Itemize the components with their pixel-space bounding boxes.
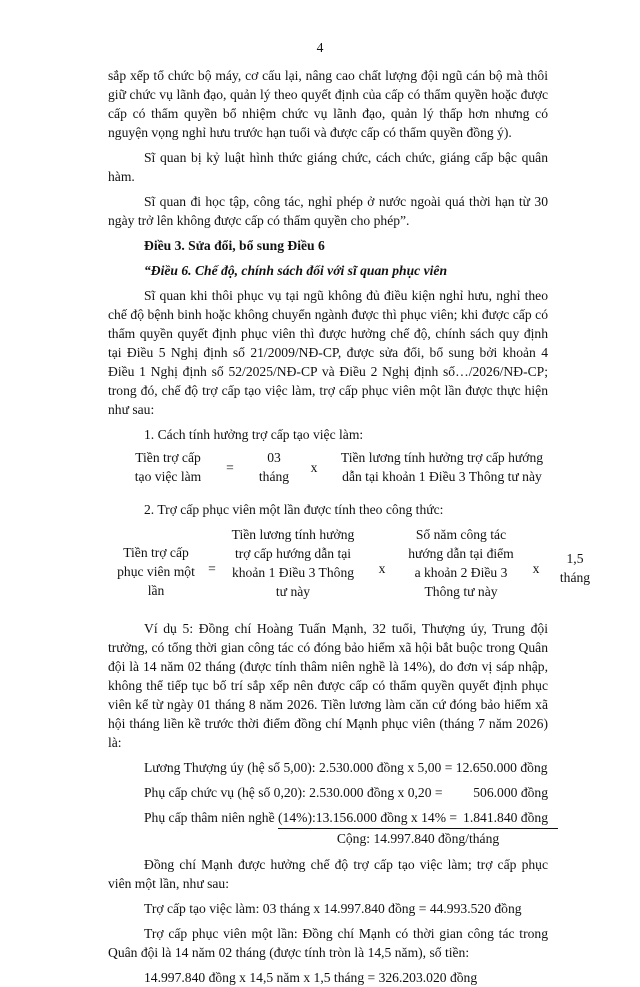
salary-total: Cộng: 14.997.840 đồng/tháng [336,831,500,846]
formula-term: Tiền trợ cấp tạo việc làm [134,450,202,484]
paragraph: Sĩ quan đi học tập, công tác, nghỉ phép ở nước ngoài quá thời hạn từ 30 ngày trở lên không được cấp có thẩm quyền cho phép”. [108,194,548,228]
salary-amount: 1.841.840 đồng [463,810,548,825]
document-body [108,66,591,987]
calculation-line: Trợ cấp tạo việc làm: 03 tháng x 14.997.840 đồng = 44.993.520 đồng [144,901,522,916]
formula-operator: x [532,561,540,576]
paragraph: Đồng chí Mạnh được hưởng chế độ trợ cấp tạo việc làm; trợ cấp phục viên một lần, như sau: [108,857,548,891]
formula-operator: = [208,561,216,576]
formula-term: Tiền lương tính hưởng trợ cấp hướng dẫn tại khoản 1 Điều 3 Thông tư này [340,450,544,484]
paragraph: Trợ cấp phục viên một lần: Đồng chí Mạnh có thời gian công tác trong Quân đội là 14 năm 02 tháng (được tính tròn là 14,5 năm), số tiền: [108,926,548,960]
salary-line: Lương Thượng úy (hệ số 5,00): 2.530.000 đồng x 5,00 = 12.650.000 đồng [144,760,548,775]
salary-line [108,808,548,827]
formula-term: 03 tháng [258,450,290,484]
formula-operator: x [378,561,386,576]
example-paragraph: Ví dụ 5: Đồng chí Hoàng Tuấn Mạnh, 32 tuổi, Thượng úy, Trung đội trưởng, có tổng thời gian công tác có đóng bảo hiểm xã hội bắt buộc trong Quân đội là 14 năm 02 tháng (được tính thâm niên nghề là 14%), do đơn vị sáp nhập, không thể tiếp tục bố trí sắp xếp nên được cấp có thẩm quyền quyết định phục viên kể từ ngày 01 tháng 8 năm 2026. Tiền lương làm căn cứ đóng bảo hiểm xã hội tháng liền kề trước thời điểm đồng chí Mạnh phục viên (tháng 7 năm 2026) là: [108,621,548,750]
formula-term: Số năm công tác hướng dẫn tại điểm a khoản 2 Điều 3 Thông tư này [408,527,514,599]
formula-one-time-allowance [108,525,591,613]
salary-label: Phụ cấp chức vụ (hệ số 0,20): 2.530.000 đồng x 0,20 = [144,785,443,800]
calculation-line: 14.997.840 đồng x 14,5 năm x 1,5 tháng = 326.203.020 đồng [144,970,478,985]
formula-term: 1,5 tháng [559,551,591,585]
list-item: 1. Cách tính hưởng trợ cấp tạo việc làm: [144,427,364,442]
formula-term: Tiền trợ cấp phục viên một lần [117,545,195,598]
paragraph: Sĩ quan khi thôi phục vụ tại ngũ không đủ điều kiện nghỉ hưu, nghỉ theo chế độ bệnh binh hoặc không chuyển ngành được thì phục viên; khi được cấp có thẩm quyền quyết định phục viên thì được hưởng chế độ, chính sách quy định tại Điều 5 Nghị định số 21/2009/NĐ-CP, được sửa đổi, bổ sung bởi khoản 4 Điều 1 Nghị định số 52/2025/NĐ-CP và Điều 2 Nghị định số…/2026/NĐ-CP; trong đó, chế độ trợ cấp tạo việc làm, trợ cấp phục viên một lần được thực hiện như sau: [108,288,548,417]
list-item: 2. Trợ cấp phục viên một lần được tính theo công thức: [144,502,444,517]
formula-job-allowance [108,446,548,494]
paragraph: Sĩ quan bị kỷ luật hình thức giáng chức, cách chức, giáng cấp bậc quân hàm. [108,150,548,184]
article-heading: Điều 3. Sửa đổi, bổ sung Điều 6 [144,238,325,253]
article-subheading: “Điều 6. Chế độ, chính sách đối với sĩ quan phục viên [144,263,447,278]
formula-operator: = [226,460,234,475]
salary-line [108,783,548,802]
formula-operator: x [310,460,318,475]
salary-label: Phụ cấp thâm niên nghề (14%):13.156.000 đồng x 14% = [144,810,458,825]
formula-term: Tiền lương tính hưởng trợ cấp hướng dẫn tại khoản 1 Điều 3 Thông tư này [231,527,355,599]
salary-amount: 506.000 đồng [473,785,548,800]
paragraph: sắp xếp tổ chức bộ máy, cơ cấu lại, nâng cao chất lượng đội ngũ cán bộ mà thôi giữ chức vụ lãnh đạo, quản lý theo quyết định của cấp có thẩm quyền hoặc được cấp có thẩm quyền bổ nhiệm chức vụ lãnh đạo, quản lý thấp hơn nhưng có nguyện vọng nghỉ hưu trước hạn tuổi và được cấp có thẩm quyền đồng ý). [108,68,548,140]
page-number: 4 [316,40,324,55]
